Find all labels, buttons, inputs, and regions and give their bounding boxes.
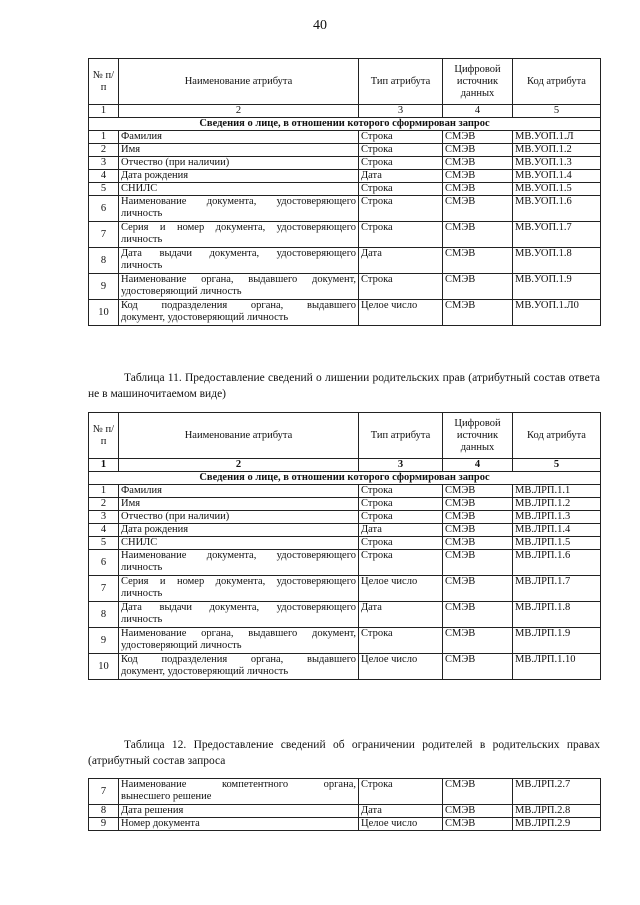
row-number: 5 [89, 537, 119, 550]
row-number: 1 [89, 485, 119, 498]
attribute-name [119, 485, 359, 498]
attribute-name-line-1: Дата выдачи документа, удостоверяющего [121, 248, 356, 259]
row-number: 9 [89, 818, 119, 831]
table-row [89, 131, 601, 144]
row-number: 10 [89, 300, 119, 326]
attribute-type: Строка [359, 628, 443, 654]
attribute-type: Дата [359, 248, 443, 274]
attribute-type: Строка [359, 196, 443, 222]
table-11-caption: Таблица 11. Предоставление сведений о лишении родительских прав (атрибутный состав ответа не в машиночитаемом виде) [88, 372, 600, 400]
row-number: 6 [89, 550, 119, 576]
attribute-code: МВ.ЛРП.1.4 [513, 524, 601, 537]
attribute-name-line-2: удостоверяющий личность [121, 286, 242, 297]
data-source: СМЭВ [443, 818, 513, 831]
section-title: Сведения о лице, в отношении которого сформирован запрос [89, 118, 601, 131]
table-row [89, 654, 601, 680]
data-source: СМЭВ [443, 805, 513, 818]
attribute-name [119, 576, 359, 602]
attribute-name-line-1: Отчество (при наличии) [121, 511, 230, 522]
attribute-type: Дата [359, 602, 443, 628]
data-source: СМЭВ [443, 654, 513, 680]
section-row [89, 118, 601, 131]
data-source: СМЭВ [443, 144, 513, 157]
attribute-name [119, 183, 359, 196]
attribute-name-line-1: Серия и номер документа, удостоверяющего [121, 222, 356, 233]
data-source: СМЭВ [443, 485, 513, 498]
table-row [89, 300, 601, 326]
data-source: СМЭВ [443, 222, 513, 248]
row-number: 7 [89, 576, 119, 602]
data-source: СМЭВ [443, 274, 513, 300]
attribute-name-line-1: Код подразделения органа, выдавшего [121, 654, 356, 665]
attribute-name-line-2: удостоверяющий личность [121, 640, 242, 651]
row-number: 4 [89, 524, 119, 537]
table-row [89, 602, 601, 628]
attribute-name [119, 144, 359, 157]
row-number: 2 [89, 144, 119, 157]
header-type: Тип атрибута [359, 413, 443, 459]
attribute-name-line-1: Серия и номер документа, удостоверяющего [121, 576, 356, 587]
data-source: СМЭВ [443, 550, 513, 576]
attribute-name [119, 274, 359, 300]
attribute-code: МВ.УОП.1.7 [513, 222, 601, 248]
attribute-name [119, 170, 359, 183]
row-number: 10 [89, 654, 119, 680]
attribute-type: Целое число [359, 818, 443, 831]
attribute-name [119, 300, 359, 326]
attribute-code: МВ.УОП.1.Л0 [513, 300, 601, 326]
header-name: Наименование атрибута [119, 59, 359, 105]
attribute-table-lrp [88, 412, 601, 680]
attribute-code: МВ.УОП.1.2 [513, 144, 601, 157]
data-source: СМЭВ [443, 511, 513, 524]
row-number: 8 [89, 602, 119, 628]
row-number: 9 [89, 274, 119, 300]
header-num: № п/п [89, 59, 119, 105]
attribute-type: Целое число [359, 654, 443, 680]
attribute-name-line-1: Наименование органа, выдавшего документ, [121, 274, 356, 285]
attribute-name-line-1: Фамилия [121, 131, 162, 142]
table-row [89, 248, 601, 274]
attribute-name [119, 654, 359, 680]
data-source: СМЭВ [443, 300, 513, 326]
table-row [89, 628, 601, 654]
attribute-name-line-2: личность [121, 588, 163, 599]
attribute-name-line-1: Дата рождения [121, 170, 189, 181]
row-number: 7 [89, 779, 119, 805]
attribute-type: Строка [359, 222, 443, 248]
data-source: СМЭВ [443, 779, 513, 805]
attribute-code: МВ.ЛРП.2.7 [513, 779, 601, 805]
header-row [89, 59, 601, 105]
attribute-name-line-1: СНИЛС [121, 537, 158, 548]
attribute-name [119, 805, 359, 818]
attribute-name [119, 498, 359, 511]
attribute-table-uop [88, 58, 601, 326]
attribute-type: Дата [359, 524, 443, 537]
header-name: Наименование атрибута [119, 413, 359, 459]
data-source: СМЭВ [443, 183, 513, 196]
attribute-code: МВ.ЛРП.1.9 [513, 628, 601, 654]
table-row [89, 511, 601, 524]
attribute-name-line-1: Номер документа [121, 818, 200, 829]
attribute-name-line-2: документ, удостоверяющий личность [121, 312, 289, 323]
attribute-name [119, 818, 359, 831]
header-source: Цифровой источник данных [443, 59, 513, 105]
attribute-name-line-1: Дата рождения [121, 524, 189, 535]
attribute-name-line-1: Отчество (при наличии) [121, 157, 230, 168]
table-row [89, 485, 601, 498]
data-source: СМЭВ [443, 248, 513, 274]
attribute-code: МВ.УОП.1.3 [513, 157, 601, 170]
table-row [89, 274, 601, 300]
table-row [89, 818, 601, 831]
header-type: Тип атрибута [359, 59, 443, 105]
attribute-type: Дата [359, 170, 443, 183]
attribute-name-line-2: документ, удостоверяющий личность [121, 666, 289, 677]
attribute-code: МВ.ЛРП.1.8 [513, 602, 601, 628]
data-source: СМЭВ [443, 498, 513, 511]
table-row [89, 144, 601, 157]
attribute-name-line-2: личность [121, 234, 163, 245]
attribute-name [119, 511, 359, 524]
table-row [89, 537, 601, 550]
attribute-name [119, 602, 359, 628]
attribute-code: МВ.ЛРП.2.9 [513, 818, 601, 831]
attribute-name-line-1: Имя [121, 144, 141, 155]
attribute-name [119, 628, 359, 654]
attribute-type: Строка [359, 485, 443, 498]
attribute-name [119, 131, 359, 144]
attribute-type: Строка [359, 511, 443, 524]
attribute-type: Целое число [359, 576, 443, 602]
attribute-name-line-1: Дата выдачи документа, удостоверяющего [121, 602, 356, 613]
row-number: 6 [89, 196, 119, 222]
table-row [89, 183, 601, 196]
attribute-code: МВ.ЛРП.1.7 [513, 576, 601, 602]
attribute-code: МВ.УОП.1.5 [513, 183, 601, 196]
row-number: 3 [89, 511, 119, 524]
attribute-type: Строка [359, 498, 443, 511]
header-row [89, 413, 601, 459]
table-row [89, 524, 601, 537]
attribute-name-line-1: Наименование компетентного органа, [121, 779, 356, 790]
attribute-code: МВ.ЛРП.2.8 [513, 805, 601, 818]
row-number: 2 [89, 498, 119, 511]
attribute-name [119, 550, 359, 576]
attribute-name [119, 779, 359, 805]
data-source: СМЭВ [443, 537, 513, 550]
data-source: СМЭВ [443, 576, 513, 602]
row-number: 3 [89, 157, 119, 170]
attribute-code: МВ.ЛРП.1.1 [513, 485, 601, 498]
attribute-name-line-1: Дата решения [121, 805, 184, 816]
attribute-name-line-1: Фамилия [121, 485, 162, 496]
attribute-name-line-1: Наименование документа, удостоверяющего [121, 550, 356, 561]
attribute-code: МВ.ЛРП.1.5 [513, 537, 601, 550]
table-row [89, 498, 601, 511]
attribute-name [119, 248, 359, 274]
attribute-type: Строка [359, 550, 443, 576]
data-source: СМЭВ [443, 131, 513, 144]
attribute-name-line-2: личность [121, 562, 163, 573]
row-number: 8 [89, 805, 119, 818]
data-source: СМЭВ [443, 524, 513, 537]
table-row [89, 779, 601, 805]
attribute-type: Строка [359, 274, 443, 300]
attribute-code: МВ.УОП.1.9 [513, 274, 601, 300]
attribute-type: Строка [359, 779, 443, 805]
attribute-type: Строка [359, 183, 443, 196]
data-source: СМЭВ [443, 628, 513, 654]
table-12-caption: Таблица 12. Предоставление сведений об ограничении родителей в родительских правах (атрибутный состав запроса [88, 739, 600, 767]
data-source: СМЭВ [443, 157, 513, 170]
attribute-code: МВ.ЛРП.1.2 [513, 498, 601, 511]
attribute-name-line-2: личность [121, 614, 163, 625]
attribute-type: Целое число [359, 300, 443, 326]
table-row [89, 157, 601, 170]
attribute-name-line-1: Имя [121, 498, 141, 509]
attribute-name [119, 157, 359, 170]
attribute-type: Строка [359, 131, 443, 144]
row-number: 7 [89, 222, 119, 248]
header-code: Код атрибута [513, 413, 601, 459]
header-source: Цифровой источник данных [443, 413, 513, 459]
data-source: СМЭВ [443, 602, 513, 628]
table-row [89, 576, 601, 602]
attribute-type: Строка [359, 144, 443, 157]
row-number: 1 [89, 131, 119, 144]
attribute-table-lrp-2 [88, 778, 601, 831]
data-source: СМЭВ [443, 170, 513, 183]
attribute-type: Строка [359, 537, 443, 550]
attribute-name-line-2: личность [121, 208, 163, 219]
attribute-name-line-1: Код подразделения органа, выдавшего [121, 300, 356, 311]
table-row [89, 170, 601, 183]
attribute-name-line-2: личность [121, 260, 163, 271]
attribute-name [119, 537, 359, 550]
attribute-code: МВ.УОП.1.8 [513, 248, 601, 274]
row-number: 9 [89, 628, 119, 654]
attribute-code: МВ.ЛРП.1.3 [513, 511, 601, 524]
attribute-type: Строка [359, 157, 443, 170]
attribute-code: МВ.УОП.1.4 [513, 170, 601, 183]
row-number: 8 [89, 248, 119, 274]
table-row [89, 805, 601, 818]
table-row [89, 550, 601, 576]
attribute-name-line-1: Наименование документа, удостоверяющего [121, 196, 356, 207]
column-index-row: 1 2 3 4 5 [89, 459, 601, 472]
page-number: 40 [313, 18, 327, 33]
table-row [89, 196, 601, 222]
attribute-name-line-1: СНИЛС [121, 183, 158, 194]
attribute-code: МВ.ЛРП.1.6 [513, 550, 601, 576]
row-number: 5 [89, 183, 119, 196]
attribute-code: МВ.ЛРП.1.10 [513, 654, 601, 680]
attribute-name [119, 222, 359, 248]
attribute-name [119, 524, 359, 537]
column-index-row: 1 2 3 4 5 [89, 105, 601, 118]
table-row [89, 222, 601, 248]
attribute-name-line-2: вынесшего решение [121, 791, 212, 802]
header-code: Код атрибута [513, 59, 601, 105]
row-number: 4 [89, 170, 119, 183]
attribute-name [119, 196, 359, 222]
attribute-type: Дата [359, 805, 443, 818]
attribute-name-line-1: Наименование органа, выдавшего документ, [121, 628, 356, 639]
header-num: № п/п [89, 413, 119, 459]
section-title: Сведения о лице, в отношении которого сформирован запрос [89, 472, 601, 485]
attribute-code: МВ.УОП.1.6 [513, 196, 601, 222]
section-row [89, 472, 601, 485]
data-source: СМЭВ [443, 196, 513, 222]
attribute-code: МВ.УОП.1.Л [513, 131, 601, 144]
